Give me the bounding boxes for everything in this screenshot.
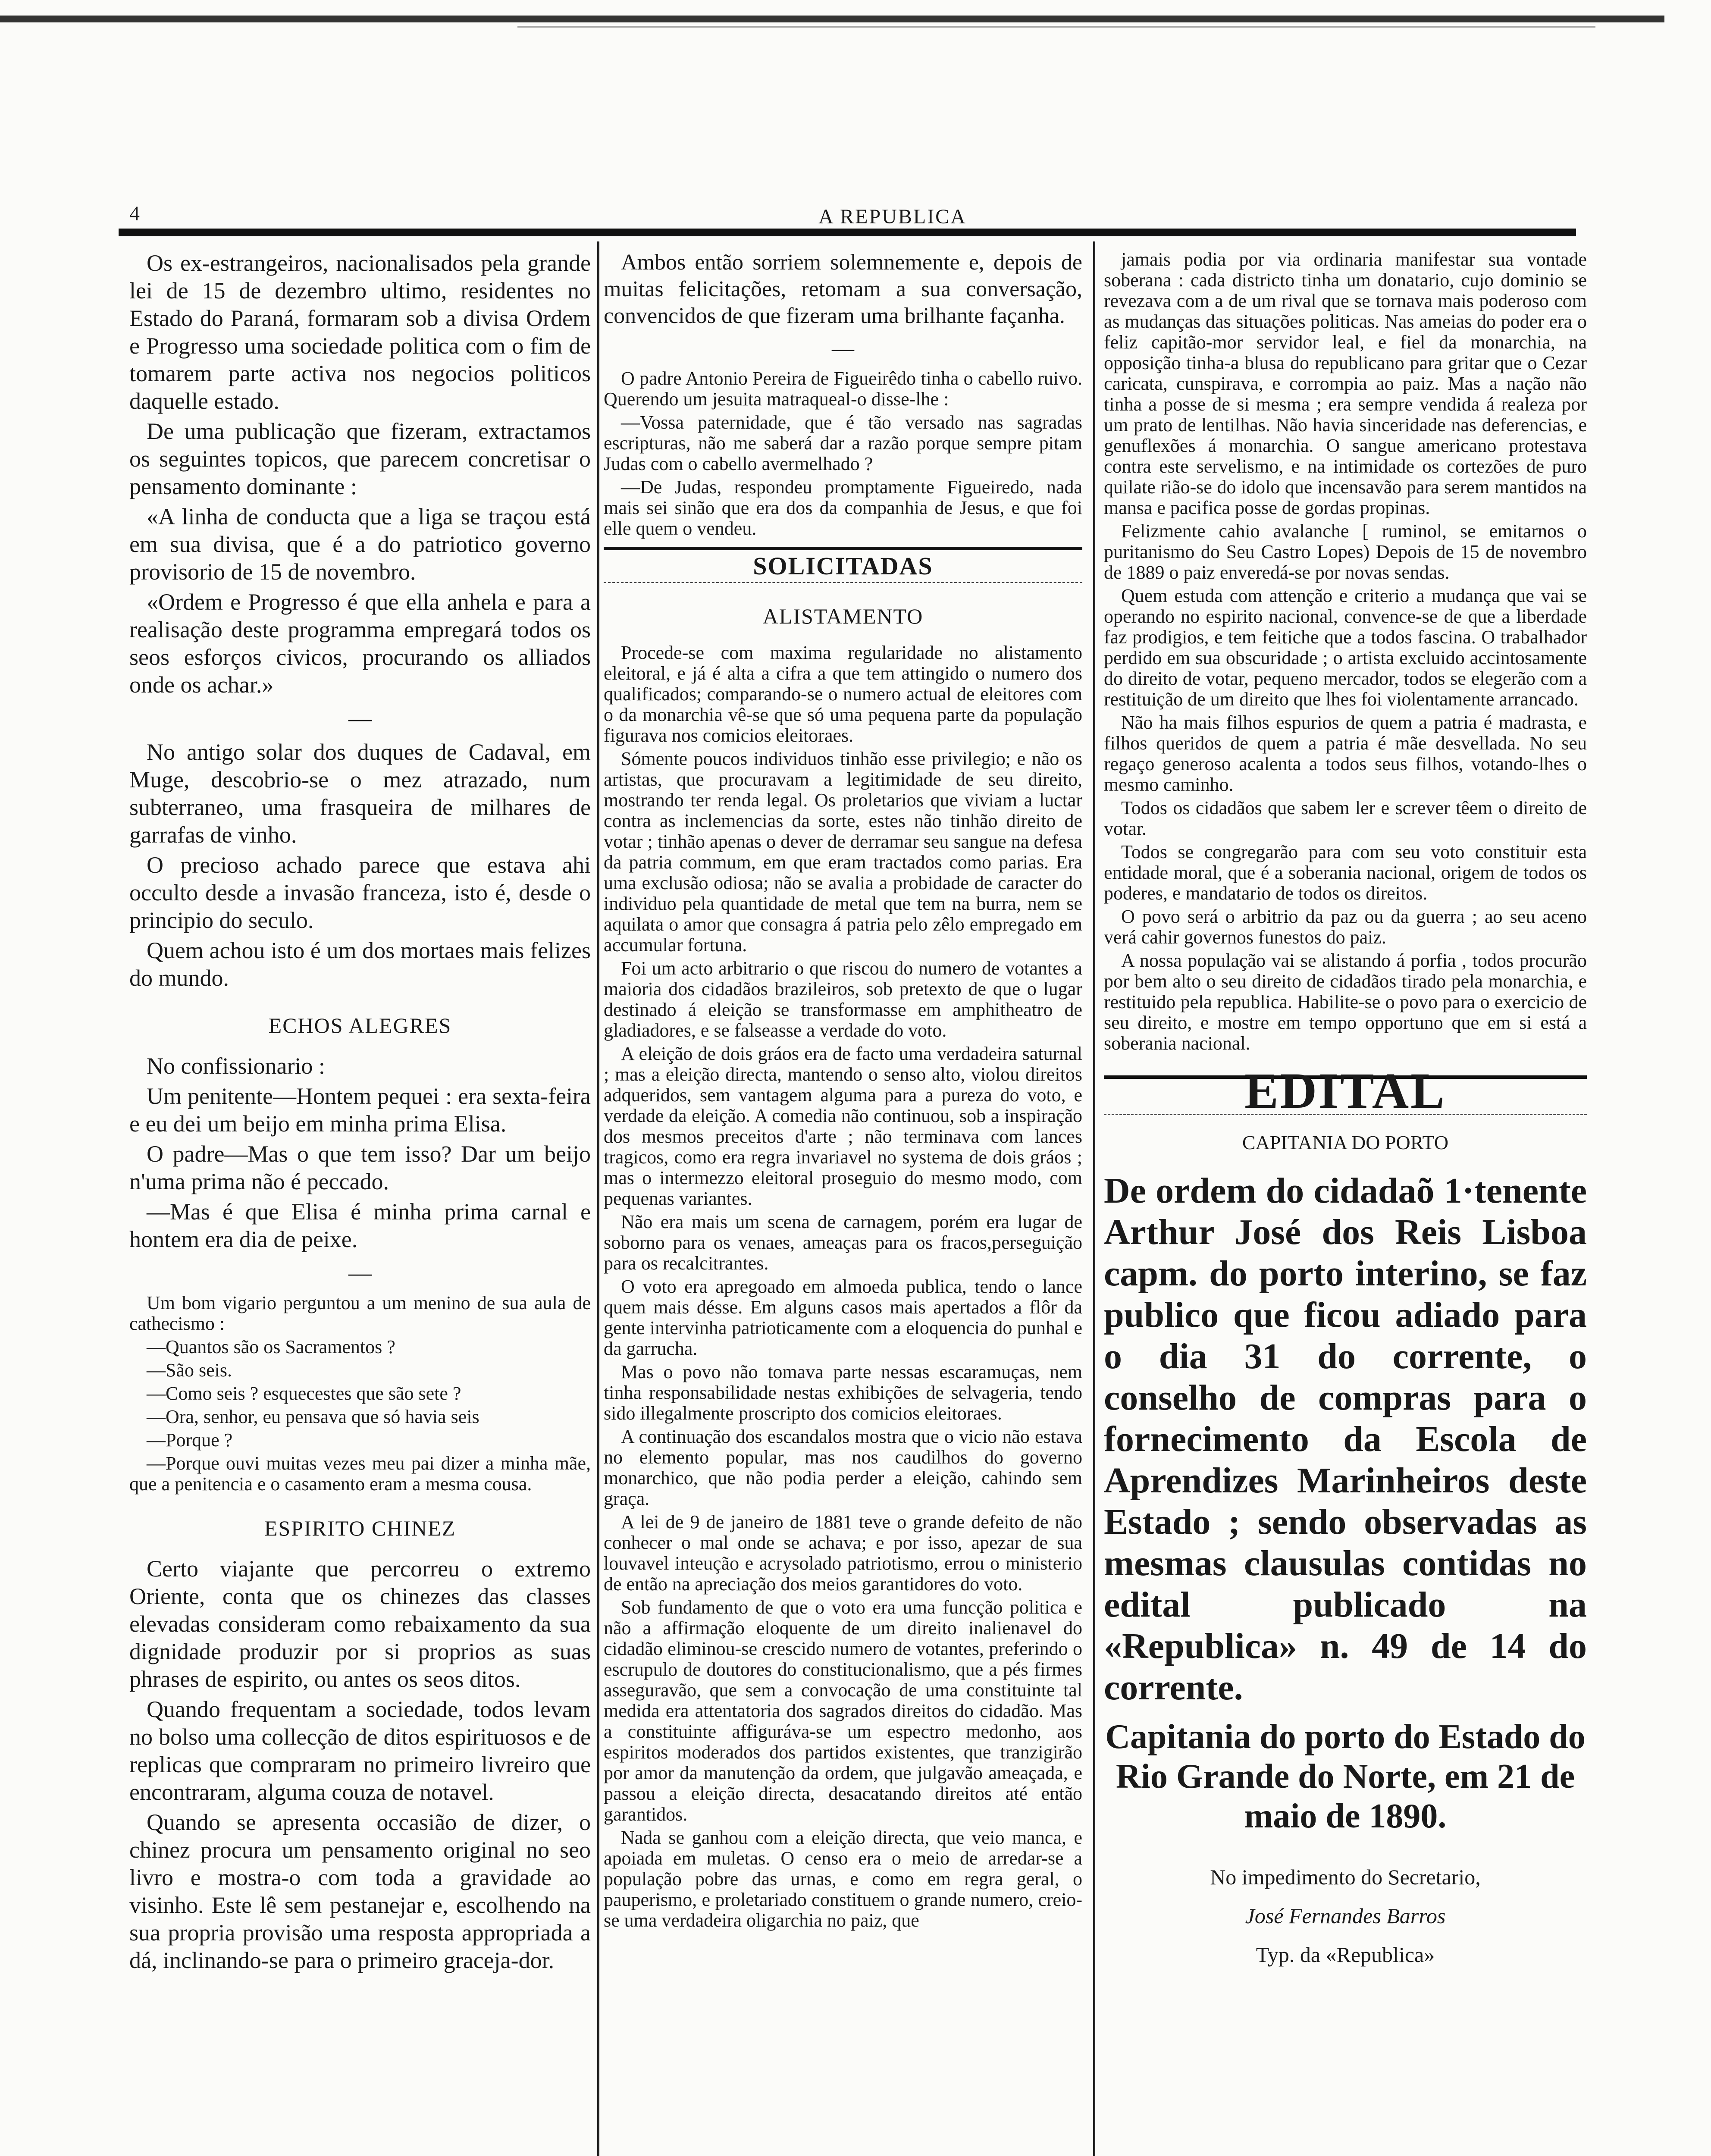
divider: — bbox=[348, 1260, 372, 1286]
paragraph: O povo será o arbitrio da paz ou da guerra ; ao seu aceno verá cahir governos funestos do paiz. bbox=[1104, 906, 1587, 948]
paragraph: Mas o povo não tomava parte nessas escaramuças, nem tinha responsabilidade nestas exhibições de selvageria, tendo sido illegalmente proscripto dos comicios eleitoraes. bbox=[604, 1361, 1082, 1424]
section-title-chinez: ESPIRITO CHINEZ bbox=[264, 1516, 456, 1540]
edital-body: De ordem do cidadaõ 1·tenente Arthur José dos Reis Lisboa capm. do porto interino, se faz publico que ficou adiado para o dia 31 do corrente, o conselho de compras para o fornecimento da Escola de Aprendizes Marinheiros deste Estado ; sendo observadas as mesmas clausulas contidas no edital publicado na «Republica» n. 49 de 14 do corrente. bbox=[1104, 1171, 1587, 1708]
paragraph: Sob fundamento de que o voto era uma funcção politica e não a affirmação eloquente de um direito inalienavel do cidadão eliminou-se crescido numero de votantes, preferindo o escrupulo de doutores do constitucionalismo, que a pés firmes asseguravão, que sem a convocação de uma constituinte tal medida era attentatoria dos sagrados direitos do cidadão. Mas a constituinte affiguráva-se um espectro medonho, aos espiritos moderados dos partidos existentes, que tranzigirão por amor da manutenção da ordem, que julgavão ameaçada, e passou a eleição directa, desacatando direitos até então garantidos. bbox=[604, 1597, 1082, 1825]
column-3 bbox=[1104, 249, 1587, 1974]
impedimento-line: No impedimento do Secretario, bbox=[1210, 1865, 1481, 1889]
capitania-heading: CAPITANIA DO PORTO bbox=[1242, 1131, 1449, 1153]
masthead: A REPUBLICA bbox=[818, 205, 967, 228]
paragraph: —Quantos são os Sacramentos ? bbox=[147, 1336, 395, 1357]
paragraph: Quando frequentam a sociedade, todos levam no bolso uma collecção de ditos espirituosos e de replicas que compraram no primeiro livreiro que encontraram, alguma couza de notavel. bbox=[129, 1696, 591, 1805]
paragraph: Não ha mais filhos espurios de quem a patria é madrasta, e filhos queridos de quem a patria é mãe desvellada. No seu regaço generoso acalenta a todos seus filhos, votando-lhes o mesmo caminho. bbox=[1104, 712, 1587, 795]
paragraph: —Vossa paternidade, que é tão versado nas sagradas escripturas, não me saberá dar a razão porque sempre pitam Judas com o cabello avermelhado ? bbox=[604, 412, 1082, 474]
top-border-line bbox=[0, 16, 1664, 22]
paragraph: —De Judas, respondeu promptamente Figueiredo, nada mais sei sinão que era dos da companhia de Jesus, e que foi elle quem o vendeu. bbox=[604, 476, 1082, 539]
paragraph: A continuação dos escandalos mostra que o vicio não estava no elemento popular, mas nos caudilhos do governo monarchico, que não podia perder a eleição, cahindo sem graça. bbox=[604, 1426, 1082, 1509]
paragraph: Não era mais um scena de carnagem, porém era lugar de soborno para os venaes, ameaças para os fracos,perseguição para os recalcitrantes. bbox=[604, 1211, 1082, 1274]
paragraph: —Ora, senhor, eu pensava que só havia seis bbox=[147, 1406, 479, 1427]
paragraph: Felizmente cahio avalanche [ ruminol, se emitarnos o puritanismo do Seu Castro Lopes) Depois de 15 de novembro de 1889 o paiz enveredá-se por novas sendas. bbox=[1104, 520, 1587, 583]
paragraph: —Porque ? bbox=[147, 1429, 233, 1451]
edital-date: Capitania do porto do Estado do Rio Grande do Norte, em 21 de maio de 1890. bbox=[1105, 1718, 1586, 1835]
paragraph: —Porque ouvi muitas vezes meu pai dizer a minha mãe, que a penitencia e o casamento eram a mesma cousa. bbox=[129, 1453, 591, 1495]
paragraph: jamais podia por via ordinaria manifestar sua vontade soberana : cada districto tinha um donatario, cujo dominio se revezava com a de um rival que se tornava mais poderoso com as mudanças das situações politicas. Nas ameias do poder era o feliz capitão-mor servidor leal, e fiel da monarchia, na opposição tinha-a blusa do republicano para gritar que o Cezar caricata, cunspirava, e corrompia ao paiz. Mas a nação não tinha a posse de si mesma ; era sempre vendida á realeza por um prato de lentilhas. Não havia sinceridade nas deferencias, e genuflexões á monarchia. O sangue americano protestava contra este servelismo, e na intimidade os cortezões de puro quilate rião-se do idolo que incensavão para serem mantidos na mansa e pacifica posse de gordas propinas. bbox=[1104, 249, 1587, 518]
top-border-line-thin bbox=[517, 26, 1595, 28]
paragraph: A nossa população vai se alistando á porfia , todos procurão por bem alto o seu direito de cidadãos tirado pela monarchia, e restituido pela republica. Habilite-se o povo para o exercicio de seu direito, e mostre em tempo opportuno que em si está a soberania nacional. bbox=[1104, 950, 1587, 1054]
paragraph: Foi um acto arbitrario o que riscou do numero de votantes a maioria dos cidadãos brazileiros, sob pretexto de que o lugar destinado á eleição se transformasse em amphitheatro de gladiadores, e se falseasse a verdade do voto. bbox=[604, 958, 1082, 1041]
paragraph: Todos se congregarão para com seu voto constituir esta entidade moral, que é a soberania nacional, origem de todos os poderes, e mandatario de todos os direitos. bbox=[1104, 841, 1587, 904]
paragraph: A eleição de dois gráos era de facto uma verdadeira saturnal ; mas a eleição directa, mantendo o senso alto, violou direitos adqueridos, sem vantagem alguma para a pureza do voto, e verdade da eleição. A comedia não continuou, sob a inspiração dos mesmos preceitos d'arte ; não terminava com lances tragicos, como era regra invariavel no systema de dois gráos ; mas o intermezzo eleitoral proseguio do mesmo modo, com pequenas variantes. bbox=[604, 1043, 1082, 1209]
paragraph: Um bom vigario perguntou a um menino de sua aula de cathecismo : bbox=[129, 1292, 591, 1334]
paragraph: Um penitente—Hontem pequei : era sexta-feira e eu dei um beijo em minha prima Elisa. bbox=[129, 1083, 591, 1137]
edital-title: EDITAL bbox=[1244, 1062, 1446, 1119]
paragraph: O voto era apregoado em almoeda publica, tendo o lance quem mais désse. Em alguns casos mais apertados a flôr da gente intervinha patrioticamente com a eloquencia do punhal e da garrucha. bbox=[604, 1276, 1082, 1359]
paragraph: Quem achou isto é um dos mortaes mais felizes do mundo. bbox=[129, 937, 591, 991]
paragraph: Sómente poucos individuos tinhão esse privilegio; e não os artistas, que procuravam a legitimidade de seu direito, mostrando ter renda legal. Os proletarios que viviam a luctar contra as inclemencias da sorte, estes não tinhão direito de votar ; tinhão apenas o dever de derramar seu sangue na defesa da patria commum, em que eram tractados como parias. Era uma exclusão odiosa; não se avalia a probidade de caracter do individuo pela quantidade de metal que tem na burra, nem se aquilata o amor que consagra á patria pelo zêlo empregado em accumular fortuna. bbox=[604, 748, 1082, 956]
paragraph: No confissionario : bbox=[147, 1053, 325, 1079]
signature: José Fernandes Barros bbox=[1245, 1904, 1446, 1928]
edital-header bbox=[1104, 1062, 1587, 1119]
column-divider-1 bbox=[597, 241, 599, 2156]
paragraph: A lei de 9 de janeiro de 1881 teve o grande defeito de não conhecer o mal onde se achava; e por isso, apezar de sua louvavel inteução e acrysolado patriotismo, errou o ministerio de então na apreciação dos meios garantidores do voto. bbox=[604, 1511, 1082, 1595]
paragraph: Certo viajante que percorreu o extremo Oriente, conta que os chinezes das classes elevadas consideram como rebaixamento da sua dignidade produzir por si proprios as suas phrases de espirito, ou antes os seos ditos. bbox=[129, 1556, 591, 1692]
paragraph: Os ex-estrangeiros, nacionalisados pela grande lei de 15 de dezembro ultimo, residentes no Estado do Paraná, formaram sob a divisa Ordem e Progresso uma sociedade politica com o fim de tomarem parte activa nos negocios politicos daquelle estado. bbox=[129, 250, 591, 414]
paragraph: Nada se ganhou com a eleição directa, que veio manca, e apoiada em muletas. O censo era o meio de arredar-se a população pobre das urnas, e como em regra geral, o pauperismo, e proletariado constituem o grande numero, creio-se uma verdadeira oligarchia no paiz, que bbox=[604, 1827, 1082, 1931]
paragraph: No antigo solar dos duques de Cadaval, em Muge, descobrio-se o mez atrazado, num subterraneo, uma frasqueira de milhares de garrafas de vinho. bbox=[129, 739, 591, 848]
paragraph: Quando se apresenta occasião de dizer, o chinez procura um pensamento original no seo livro e mostra-o com toda a gravidade ao visinho. Este lê sem pestanejar e, escolhendo na sua propria provisão uma resposta appropriada a dá, inclinando-se para o primeiro graceja-dor. bbox=[129, 1809, 591, 1973]
paragraph: O padre Antonio Pereira de Figueirêdo tinha o cabello ruivo. Querendo um jesuita matraqueal-o disse-lhe : bbox=[604, 368, 1082, 410]
article-title-alistamento: ALISTAMENTO bbox=[762, 604, 924, 628]
paragraph: —São seis. bbox=[147, 1360, 232, 1381]
paragraph: Ambos então sorriem solemnemente e, depois de muitas felicitações, retomam a sua conversação, convencidos de que fizeram uma brilhante façanha. bbox=[604, 250, 1082, 328]
column-2 bbox=[604, 249, 1082, 1934]
paragraph: «A linha de conducta que a liga se traçou está em sua divisa, que é a do patriotico governo provisorio de 15 de novembro. bbox=[129, 504, 591, 585]
paragraph: Todos os cidadãos que sabem ler e screver têem o direito de votar. bbox=[1104, 797, 1587, 839]
divider: — bbox=[348, 705, 372, 731]
paragraph: Quem estuda com attenção e criterio a mudança que vai se operando no espirito nacional, convence-se de que a liberdade faz prodigios, e tem feitiche que a todos fascina. O trabalhador perdido em sua obscuridade ; o artista excluido accintosamente do direito de votar, pequeno mercador, todos se elegerão com a restituição de um direito que lhes foi violentamente arrancado. bbox=[1104, 585, 1587, 710]
divider: — bbox=[832, 336, 854, 361]
column-divider-2 bbox=[1093, 241, 1095, 2156]
paragraph: De uma publicação que fizeram, extractamos os seguintes topicos, que parecem concretisar o pensamento dominante : bbox=[129, 418, 591, 499]
paragraph: O precioso achado parece que estava ahi occulto desde a invasão franceza, isto é, desde o principio do seculo. bbox=[129, 852, 591, 933]
paragraph: Procede-se com maxima regularidade no alistamento eleitoral, e já é alta a cifra a que tem attingido o numero dos qualificados; comparando-se o numero actual de eleitores com o da monarchia vê-se que só uma pequena parte da população figurava nos comicios eleitoraes. bbox=[604, 642, 1082, 746]
typography-credit: Typ. da «Republica» bbox=[1256, 1943, 1435, 1967]
paragraph: —Mas é que Elisa é minha prima carnal e hontem era dia de peixe. bbox=[129, 1199, 591, 1252]
section-title-solicitadas: SOLICITADAS bbox=[604, 547, 1082, 583]
column-1 bbox=[129, 249, 591, 1977]
section-title-echos: ECHOS ALEGRES bbox=[268, 1013, 452, 1037]
paragraph: O padre—Mas o que tem isso? Dar um beijo n'uma prima não é peccado. bbox=[129, 1141, 591, 1194]
paragraph: «Ordem e Progresso é que ella anhela e para a realisação deste programma empregará todos os seos esforços civicos, procurando os alliados onde os achar.» bbox=[129, 589, 591, 698]
header-rule bbox=[119, 229, 1576, 236]
paragraph: —Como seis ? esquecestes que são sete ? bbox=[147, 1383, 461, 1404]
page-number: 4 bbox=[129, 202, 140, 225]
